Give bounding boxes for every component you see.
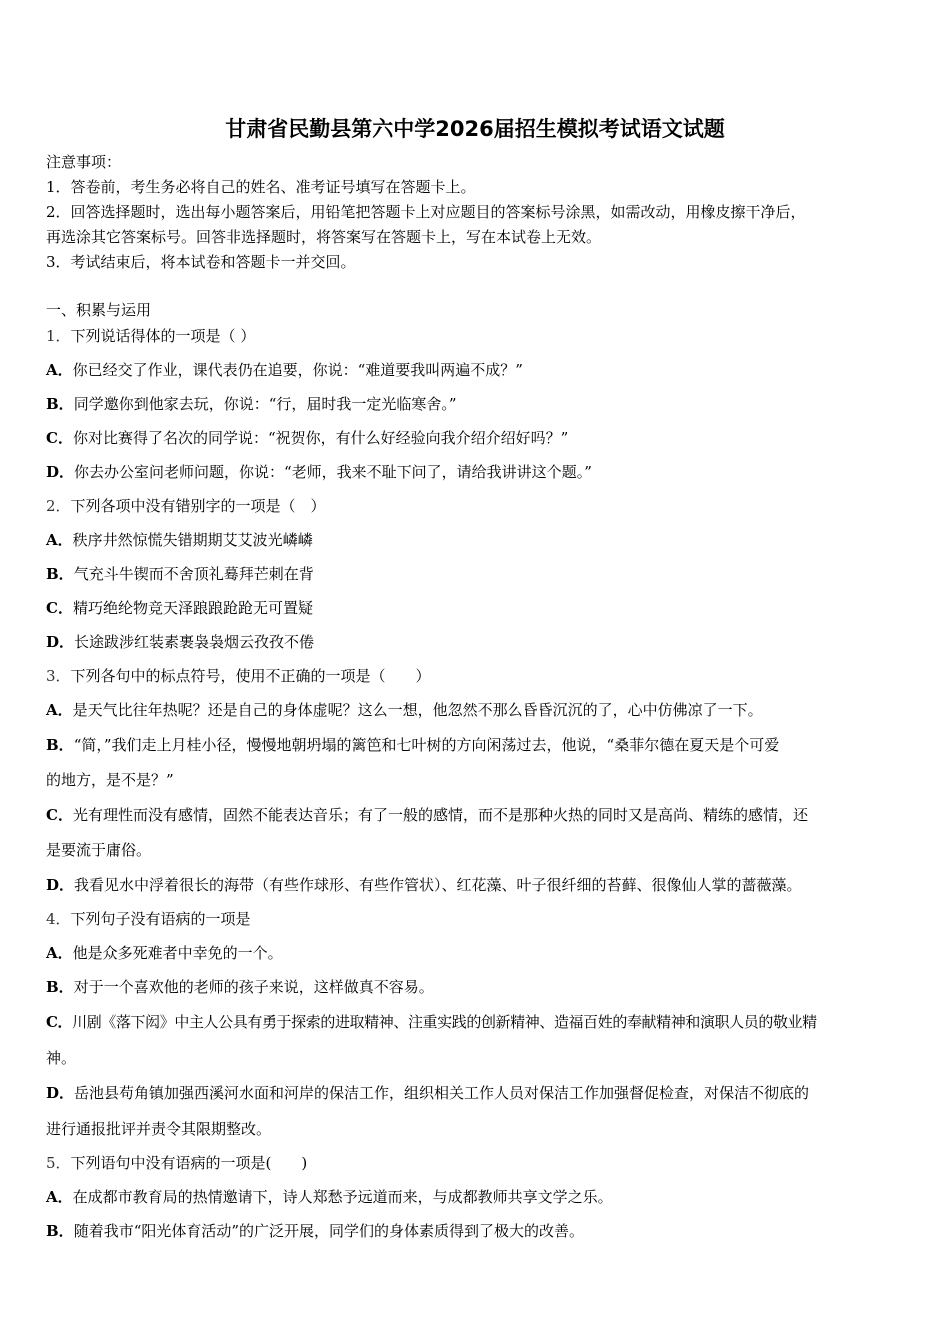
question-stem [46,495,908,516]
option-text: 气充斗牛锲而不舍顶礼蓦拜芒刺在背 [73,565,314,583]
question-option [46,631,908,652]
question-text: 下列各项中没有错别字的一项是（ ） [70,497,326,515]
option-label: B． [46,736,74,754]
option-text: 你已经交了作业，课代表仍在追要，你说：“难道要我叫两遍不成？” [72,361,523,379]
notice-section [46,150,908,275]
notice-item: 3．考试结束后，将本试卷和答题卡一并交回。 [46,253,356,271]
section-heading: 一、积累与运用 [46,301,152,319]
question-option [46,942,908,963]
question-text: 下列说话得体的一项是（ ） [70,327,256,345]
option-label: C． [46,429,73,447]
option-text: 对于一个喜欢他的老师的孩子来说，这样做真不容易。 [73,978,434,996]
option-label: A． [46,944,73,962]
question-stem [46,908,908,929]
option-label: A． [46,361,73,379]
question-option [46,1011,908,1032]
notice-item: 1．答卷前，考生务必将自己的姓名、准考证号填写在答题卡上。 [46,178,476,196]
question-option [46,699,908,720]
option-continuation: 进行通报批评并责令其限期整改。 [46,1120,272,1138]
option-text: 我看见水中浮着很长的海带（有些作球形、有些作管状）、红花藻、叶子很纤细的苔藓、很像仙人掌的蔷薇藻。 [74,876,802,894]
option-text: 他是众多死难者中幸免的一个。 [72,944,283,962]
question-number: 1． [46,327,71,345]
question-stem [46,665,908,686]
option-continuation: 神。 [46,1049,77,1067]
question-option [46,1186,908,1207]
question-option [46,563,908,584]
question-number: 2． [46,497,71,515]
option-label: C． [46,1013,73,1031]
option-label: D． [46,463,75,481]
option-label: A． [46,701,73,719]
question-option [46,597,908,618]
question-text: 下列语句中没有语病的一项是( ) [70,1154,308,1172]
option-label: D． [46,1084,75,1102]
question-number: 5． [46,1154,71,1172]
option-label: B． [46,565,74,583]
option-label: B． [46,1222,74,1240]
option-text: 川剧《落下闳》中主人公具有勇于探索的进取精神、注重实践的创新精神、造福百姓的奉献精神和演职人员的敬业精 [72,1013,817,1031]
option-label: C． [46,599,73,617]
option-text: 你对比赛得了名次的同学说：“祝贺你，有什么好经验向我介绍介绍好吗？” [72,429,569,447]
question-text: 下列句子没有语病的一项是 [70,910,251,928]
option-text: 同学邀你到他家去玩，你说：“行，届时我一定光临寒舍。” [73,395,457,413]
question-option [46,461,908,482]
question-option [46,874,908,895]
question-option [46,1220,908,1241]
notice-item: 再选涂其它答案标号。回答非选择题时，将答案写在答题卡上，写在本试卷上无效。 [46,228,602,246]
option-label: A． [46,531,73,549]
question-option [46,393,908,414]
question-option [46,1082,908,1103]
option-label: B． [46,978,74,996]
option-text: 你去办公室问老师问题，你说：“老师，我来不耻下问了，请给我讲讲这个题。” [74,463,592,481]
question-text: 下列各句中的标点符号，使用不正确的一项是（ ） [70,667,431,685]
question-option [46,427,908,448]
question-option [46,359,908,380]
option-label: A． [46,1188,73,1206]
option-text: 秩序井然惊慌失错期期艾艾波光嶙嶙 [72,531,313,549]
option-text: 是天气比往年热呢？还是自己的身体虚呢？这么一想，他忽然不那么昏昏沉沉的了，心中仿佛凉了一下。 [72,701,763,719]
option-continuation: 的地方，是不是？” [46,771,174,789]
option-text: “简，”我们走上月桂小径，慢慢地朝坍塌的篱笆和七叶树的方向闲荡过去，他说，“桑菲尔德在夏天是个可爱 [73,736,780,754]
notice-heading: 注意事项： [46,153,122,171]
question-stem [46,325,908,346]
question-stem [46,1152,908,1173]
option-label: D． [46,876,75,894]
option-label: C． [46,806,73,824]
notice-item: 2．回答选择题时，选出每小题答案后，用铅笔把答题卡上对应题目的答案标号涂黑，如需改动，用橡皮擦干净后， [46,203,806,221]
option-text: 长途跋涉红装素裹袅袅烟云孜孜不倦 [74,633,315,651]
question-option [46,976,908,997]
option-continuation: 是要流于庸俗。 [46,841,152,859]
option-text: 在成都市教育局的热情邀请下，诗人郑愁予远道而来，与成都教师共享文学之乐。 [72,1188,613,1206]
option-label: B． [46,395,74,413]
option-text: 岳池县苟角镇加强西溪河水面和河岸的保洁工作，组织相关工作人员对保洁工作加强督促检查，对保洁不彻底的 [74,1084,810,1102]
question-number: 3． [46,667,71,685]
question-option [46,804,908,825]
page-title: 甘肃省民勤县第六中学2026届招生模拟考试语文试题 [225,117,725,141]
option-text: 随着我市“阳光体育活动”的广泛开展，同学们的身体素质得到了极大的改善。 [73,1222,585,1240]
option-text: 光有理性而没有感情，固然不能表达音乐；有了一般的感情，而不是那种火热的同时又是高尚、精练的感情，还 [72,806,808,824]
question-number: 4． [46,910,71,928]
option-text: 精巧绝纶物竞天泽踉踉跄跄无可置疑 [72,599,313,617]
question-option [46,734,908,755]
question-option [46,529,908,550]
option-label: D． [46,633,75,651]
